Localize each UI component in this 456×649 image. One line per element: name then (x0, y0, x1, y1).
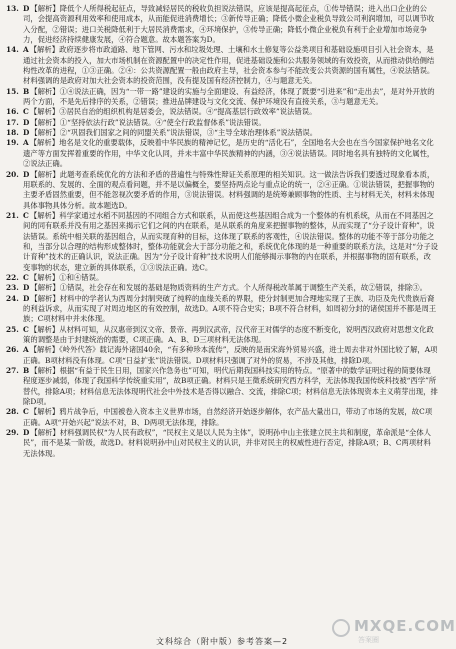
question-number: 27. (6, 366, 19, 376)
question-number: 23. (6, 283, 19, 293)
answer-letter: D (23, 128, 30, 138)
answer-entry (6, 118, 438, 128)
answer-explanation: 【解析】材料中的学者认为西周分封制突破了纯粹的血缘关系的界限，使分封制更加合理地实现了王族、功臣及先代贵族后裔的利益诉求，从而实现了对周边地区的有效控制，故选D。A项不符合史实；B项不符合材料，如周初分封的诸侯国并不都是周王族；C项材料中并未体现。 (23, 293, 437, 324)
answer-letter: B (23, 366, 30, 376)
question-number: 18. (6, 128, 19, 138)
answer-explanation: 【解析】鸦片战争后，中国被卷入资本主义世界市场，自然经济开始逐步解体，农产品大量出口，带动了市场的发展，故C项正确。A项“开始兴起”说法不对，B、D两项无法体现，排除。 (23, 407, 433, 427)
answer-entry (6, 283, 438, 293)
question-number: 19. (6, 138, 19, 148)
answer-explanation: 【解析】①④说法正确，因为“一带一路”建设的实施与全面建设、有益经济，体现了既要“引进来”和“走出去”，是对外开放的两个方面，不是先后排序的关系，②错误；推进品牌建设与文化交流、保护环境没有直接关系，③与题意无关。 (23, 86, 435, 107)
question-number: 20. (6, 169, 19, 179)
question-number: 15. (6, 86, 19, 96)
answer-explanation: 【解析】②“巩固我们国家之间的同盟关系”说法错误，③“主导全球治理体系”说法错误。 (30, 128, 318, 138)
answer-explanation: 【解析】①错误，社会存在和发展的基础是物质资料的生产方式。个人所得税改革属于调整生产关系，故②错误，排除③。 (30, 283, 427, 293)
answer-explanation: 【解析】从材料可知，从汉惠帝到汉文帝、景帝、再到汉武帝，汉代帝王对儒学的态度不断变化，说明西汉政府对思想文化政策的调整是由于封建统治的需要，C项正确。A、B、D三项材料无法体现。 (23, 324, 434, 344)
watermark (332, 617, 456, 647)
answer-entry (6, 87, 438, 108)
answer-entry (6, 45, 438, 86)
question-number: 17. (6, 117, 19, 127)
answer-letter: A (23, 138, 29, 148)
answer-letter: D (23, 4, 30, 13)
question-number: 29. (6, 428, 19, 438)
question-number: 13. (6, 4, 19, 13)
answer-explanation: 【解析】材料强调民权“为人民有政权”，“民权主义是以人民为主体”，说明孙中山主张建立民主共和制度，革命派是“全体人民”，而不是某一阶级，故选D。材料说明孙中山对民权主义的认识，并非对民主的权威性进行否定，排除A项；B、C两项材料无法体现。 (23, 428, 432, 458)
answer-letter: A (23, 345, 29, 355)
answer-letter: C (23, 210, 29, 220)
answer-letter: C (23, 107, 29, 117)
question-number: 26. (6, 345, 19, 355)
answer-list (6, 4, 438, 459)
answer-explanation: 【解析】地名是文化的重要载体，反映着中华民族的精神记忆，是历史的“活化石”，全国地名大会也在当今国家保护地名文化遗产等方面发挥着重要的作用，中华文化认同，并未丰富中华民族精神的内涵，③④说法错误。同时地名具有独特的文化属性，②说法正确。 (23, 138, 435, 169)
question-number: 21. (6, 210, 19, 220)
answer-entry (6, 428, 438, 459)
question-number: 28. (6, 407, 19, 417)
answer-explanation: 【解析】政府逐步将市政道路、地下管网、污水和垃圾处理、土壤和水土修复等公益类项目和基础设施项目引入社会资本，是通过社会资本的投入，加大市场机制在资源配置中的决定性作用，促进基础设施和公共服务领域的有效投资，从而推动供给侧结构性改革的进程，①③正确。②④：公共资源配置一般由政府主导，社会资本参与不能改变公共资源的国有属性，④说法错误。材料强调的是政府对加大社会资本的投资范围，没有提及国有经济控制力，④与题意无关。 (23, 45, 435, 86)
answer-explanation: 【解析】科学家通过水稻不同基因的不同组合方式和联系，从而使这些基因组合成为一个整体的有机系统，从而在不同基因之间的同有联系并没有用之基因来揭示它们之间的内在联系，是从联系的角度来把握事物的整体，从而实现了“分子设计育种”，说法错误。系统中相关联的基因组合，从而实现育种的目标，这体现了联系的客观性，④说法错误。整体的功能不等于部分功能之和，当部分以合理的结构形成整体时，整体功能就会大于部分功能之和，系统优化体现的是一种重要的联系方法，这是对“分子设计育种”技术的正确认识，说法正确。因为“分子设计育种”技术说明人们能够揭示事物的内在联系，并根据事物的固有联系，改变事物的状态，建立新的具体联系，①③说法正确。选C。 (23, 210, 439, 272)
answer-entry (6, 325, 438, 346)
question-number: 24. (6, 293, 19, 303)
answer-entry (6, 4, 438, 45)
answer-letter: D (23, 283, 30, 293)
answer-letter: D (23, 293, 30, 303)
answer-letter: D (23, 117, 30, 127)
answer-explanation: 【解析】③居民自治的组织机构是居委会，说法错误。④“提高基层行政效率”说法错误。 (29, 107, 317, 117)
answer-explanation: 【解析】降低个人所得税起征点，导致减轻居民的税收负担说法错误，应该是提高起征点，①传导错误；进入出口企业的公司，会提高资源利用效率和使用成本，从而能促进消费增长；③新传导正确；降低小微企业税负导致公司利润增加，可以调节收入分配，②错误；进口关税降低利于大居民消费需求，④环境保护，③传导正确；降低小微企业税负有利于企业增加市场竞争力，促进经济持续健康发展，④符合题意。故本题答案为D。 (23, 4, 435, 45)
answer-entry (6, 407, 438, 428)
answer-letter: B (23, 86, 30, 96)
watermark-text: MXQE.COM (354, 617, 456, 635)
answer-entry (6, 170, 438, 211)
answer-explanation: 【解析】此题考查系统优化的方法和矛盾的普遍性与特殊性辩证关系原理的相关知识。这一做法告诉我们要透过现象看本质，用联系的、发展的、全面的观点看问题，并不是以偏概全，要坚持两点论与重点论的统一，②④正确。①说法错误，把握事物的主要矛盾固然重要，但不能忽视次要矛盾的作用，③说法错误。材料强调的是统筹兼顾事物的性质、主与材料无关，材料未体现具体事物具体分析。故本题选D。 (23, 169, 435, 210)
answer-explanation: 【解析】根据“有益于民生日用，国家兴作急务也”可知，明代后期我国科技实用的特点。“原著中的数学证明过程的简要体现程度逐步减弱，体现了我国科学传统重实用”，故B项正确。材料只是王徵系统研究西方科学，无法体现我国传统科技被“西学”所替代，排除A项；材料信息无法体现明代社会中外技术是否得以融合、交流，排除C项；材料信息无法体现资本主义萌芽出现，排除D项。 (23, 366, 438, 407)
question-number: 22. (6, 272, 19, 282)
answer-letter: C (23, 272, 29, 282)
watermark-subtext: 答案圈 (358, 636, 379, 644)
answer-entry (6, 273, 438, 283)
answer-entry (6, 128, 438, 138)
answer-entry (6, 294, 438, 325)
question-number: 16. (6, 107, 19, 117)
answer-entry (6, 211, 438, 273)
question-number: 25. (6, 324, 19, 334)
answer-letter: C (23, 407, 29, 417)
answer-explanation: 【解析】《岭外代答》载记海外诸国40余，“有多种珍本流传”，反映的是南宋海外贸易兴盛，进士周去非对外国比较了解，A项正确。B项材料没有体现。C项“日益扩张”说法错误。D项材料只强调了对外的贸易，不涉及其他，排除D项。 (23, 345, 438, 365)
answer-page (6, 4, 438, 634)
answer-explanation: 【解析】①“坚持依法行政”说法错误。④“使全行政监督体系”说法错误。 (30, 117, 266, 127)
answer-entry (6, 345, 438, 366)
answer-letter: C (23, 324, 29, 334)
answer-letter: D (23, 169, 30, 179)
page-footer: 文科综合（附中版）参考答案—2 (155, 637, 289, 646)
answer-entry (6, 138, 438, 169)
question-number: 14. (6, 45, 19, 55)
answer-explanation: 【解析】①和④错误。 (29, 272, 104, 282)
answer-entry (6, 366, 438, 407)
answer-entry (6, 107, 438, 117)
watermark-badge-icon (332, 619, 350, 637)
answer-letter: D (23, 428, 30, 438)
answer-letter: A (23, 45, 29, 55)
